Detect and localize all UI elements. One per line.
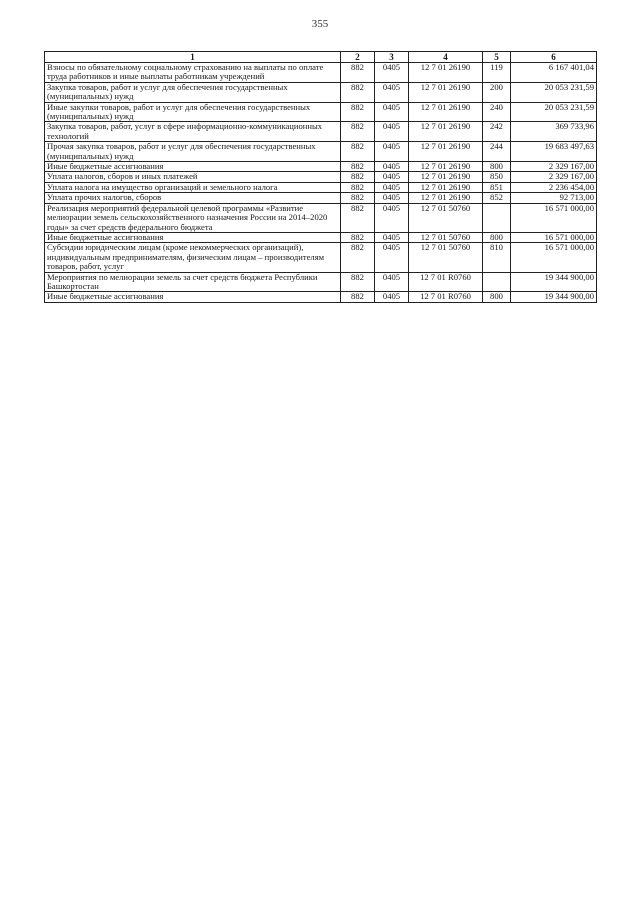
column-header-5: 5 [483, 52, 511, 63]
table-row [45, 272, 597, 292]
table-row [45, 292, 597, 302]
column-header-6: 6 [511, 52, 597, 63]
row-expense-type: 119 [483, 63, 511, 83]
row-ministry-code: 882 [341, 63, 375, 83]
row-description: Иные бюджетные ассигнования [45, 232, 341, 242]
row-target-article: 12 7 01 26190 [409, 193, 483, 203]
table-row [45, 182, 597, 192]
row-description: Мероприятия по мелиорации земель за счет средств бюджета Республики Башкортостан [45, 272, 341, 292]
row-amount: 19 344 900,00 [511, 292, 597, 302]
row-section-code: 0405 [375, 203, 409, 232]
row-description: Субсидии юридическим лицам (кроме некоммерческих организаций), индивидуальным предпринимателям, физическим лицам – производителям товаров, работ, услуг [45, 243, 341, 272]
row-amount: 2 236 454,00 [511, 182, 597, 192]
row-amount: 16 571 000,00 [511, 203, 597, 232]
row-target-article: 12 7 01 26190 [409, 172, 483, 182]
row-amount: 2 329 167,00 [511, 162, 597, 172]
table-header-row [45, 52, 597, 63]
row-amount: 19 344 900,00 [511, 272, 597, 292]
table-row [45, 172, 597, 182]
row-ministry-code: 882 [341, 182, 375, 192]
row-expense-type: 242 [483, 122, 511, 142]
row-target-article: 12 7 01 50760 [409, 203, 483, 232]
row-amount: 16 571 000,00 [511, 243, 597, 272]
table-row [45, 193, 597, 203]
row-description: Реализация мероприятий федеральной целевой программы «Развитие мелиорации земель сельскохозяйственного назначения России на 2014–2020 годы» за счет средств федерального бюджета [45, 203, 341, 232]
row-description: Уплата прочих налогов, сборов [45, 193, 341, 203]
table-row [45, 82, 597, 102]
row-target-article: 12 7 01 R0760 [409, 292, 483, 302]
table-row [45, 102, 597, 122]
column-header-2: 2 [341, 52, 375, 63]
row-ministry-code: 882 [341, 272, 375, 292]
table-row [45, 162, 597, 172]
row-ministry-code: 882 [341, 243, 375, 272]
row-expense-type: 200 [483, 82, 511, 102]
row-section-code: 0405 [375, 172, 409, 182]
row-section-code: 0405 [375, 193, 409, 203]
row-expense-type: 850 [483, 172, 511, 182]
row-ministry-code: 882 [341, 193, 375, 203]
row-target-article: 12 7 01 26190 [409, 122, 483, 142]
row-amount: 6 167 401,04 [511, 63, 597, 83]
row-section-code: 0405 [375, 182, 409, 192]
row-description: Взносы по обязательному социальному страхованию на выплаты по оплате труда работников и иные выплаты работникам учреждений [45, 63, 341, 83]
table-row [45, 63, 597, 83]
row-ministry-code: 882 [341, 82, 375, 102]
row-description: Уплата налога на имущество организаций и земельного налога [45, 182, 341, 192]
row-description: Закупка товаров, работ и услуг для обеспечения государственных (муниципальных) нужд [45, 82, 341, 102]
row-expense-type [483, 272, 511, 292]
row-target-article: 12 7 01 26190 [409, 102, 483, 122]
table-row [45, 122, 597, 142]
row-target-article: 12 7 01 26190 [409, 182, 483, 192]
row-expense-type: 810 [483, 243, 511, 272]
budget-table [44, 51, 597, 303]
column-header-3: 3 [375, 52, 409, 63]
table-row [45, 243, 597, 272]
row-ministry-code: 882 [341, 122, 375, 142]
row-target-article: 12 7 01 26190 [409, 82, 483, 102]
row-description: Иные закупки товаров, работ и услуг для обеспечения государственных (муниципальных) нужд [45, 102, 341, 122]
row-ministry-code: 882 [341, 203, 375, 232]
row-expense-type: 851 [483, 182, 511, 192]
row-target-article: 12 7 01 50760 [409, 232, 483, 242]
row-amount: 20 053 231,59 [511, 102, 597, 122]
row-expense-type: 852 [483, 193, 511, 203]
row-target-article: 12 7 01 50760 [409, 243, 483, 272]
column-header-4: 4 [409, 52, 483, 63]
row-description: Закупка товаров, работ, услуг в сфере информационно-коммуникационных технологий [45, 122, 341, 142]
row-ministry-code: 882 [341, 172, 375, 182]
row-ministry-code: 882 [341, 232, 375, 242]
row-description: Иные бюджетные ассигнования [45, 292, 341, 302]
row-section-code: 0405 [375, 232, 409, 242]
row-description: Прочая закупка товаров, работ и услуг для обеспечения государственных (муниципальных) нужд [45, 142, 341, 162]
row-ministry-code: 882 [341, 162, 375, 172]
row-section-code: 0405 [375, 82, 409, 102]
row-amount: 20 053 231,59 [511, 82, 597, 102]
row-ministry-code: 882 [341, 102, 375, 122]
row-section-code: 0405 [375, 63, 409, 83]
row-description: Иные бюджетные ассигнования [45, 162, 341, 172]
row-target-article: 12 7 01 26190 [409, 142, 483, 162]
row-target-article: 12 7 01 26190 [409, 63, 483, 83]
table-row [45, 203, 597, 232]
row-ministry-code: 882 [341, 292, 375, 302]
row-expense-type [483, 203, 511, 232]
row-target-article: 12 7 01 26190 [409, 162, 483, 172]
row-target-article: 12 7 01 R0760 [409, 272, 483, 292]
row-expense-type: 800 [483, 162, 511, 172]
row-amount: 2 329 167,00 [511, 172, 597, 182]
row-description: Уплата налогов, сборов и иных платежей [45, 172, 341, 182]
row-amount: 19 683 497,63 [511, 142, 597, 162]
row-section-code: 0405 [375, 243, 409, 272]
column-header-1: 1 [45, 52, 341, 63]
row-ministry-code: 882 [341, 142, 375, 162]
row-expense-type: 800 [483, 232, 511, 242]
row-amount: 92 713,00 [511, 193, 597, 203]
row-section-code: 0405 [375, 142, 409, 162]
row-section-code: 0405 [375, 272, 409, 292]
row-section-code: 0405 [375, 122, 409, 142]
row-expense-type: 244 [483, 142, 511, 162]
row-expense-type: 800 [483, 292, 511, 302]
row-expense-type: 240 [483, 102, 511, 122]
row-amount: 369 733,96 [511, 122, 597, 142]
row-amount: 16 571 000,00 [511, 232, 597, 242]
table-row [45, 232, 597, 242]
row-section-code: 0405 [375, 102, 409, 122]
row-section-code: 0405 [375, 292, 409, 302]
table-row [45, 142, 597, 162]
page-number: 355 [311, 18, 329, 30]
row-section-code: 0405 [375, 162, 409, 172]
